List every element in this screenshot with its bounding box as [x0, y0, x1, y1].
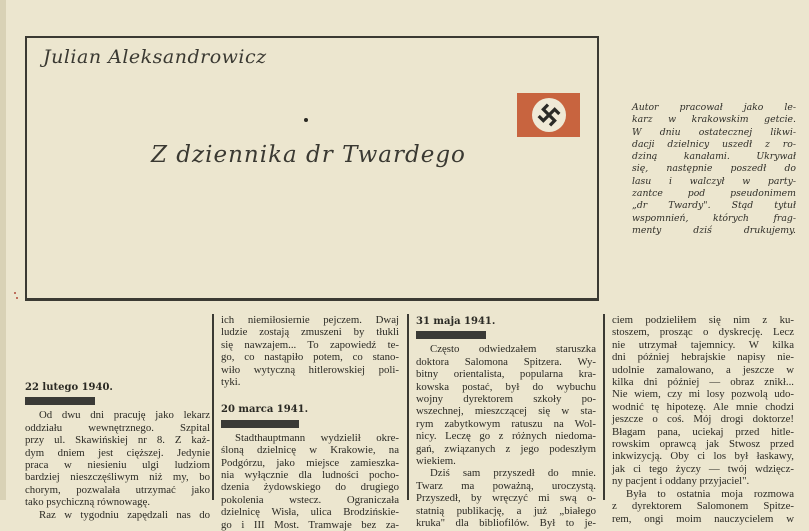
- text-line: udolnie zamalowano, a jeszcze w: [612, 363, 794, 376]
- column-4: [612, 314, 794, 525]
- text-line: z dyrektorem Salomonem Spitze-: [612, 500, 794, 513]
- text-line: nicy. Leczę go z różnych niedoma-: [416, 430, 596, 443]
- text-line: Podgórzu, jako miejsce zamieszka-: [221, 456, 399, 469]
- entry-date: 20 marca 1941.: [221, 404, 309, 416]
- text-line: Twarz ma poważną, uroczystą.: [416, 479, 596, 492]
- intro-line: „dr Twardy". Stąd tytuł: [632, 200, 796, 212]
- text-line: śloną dzielnicę w Krakowie, na: [221, 444, 399, 457]
- text-line: chorym, pozwalała utrzymać jako: [25, 483, 210, 496]
- text-line: wojny dyrektorem szkoły po-: [416, 393, 596, 406]
- column-3: [416, 316, 596, 530]
- text-line: jeszcze o coś. Mój drogi doktorze!: [612, 413, 794, 426]
- text-line: stoszem, prosząc o dyskrecję. Lecz: [612, 326, 794, 339]
- text-line: Nie wiem, czy mi losy pozwolą udo-: [612, 388, 794, 401]
- text-line: przy ul. Skawińskiej nr 8. Z każ-: [25, 434, 210, 447]
- text-line: wszechnej, mieszczącej się w sta-: [416, 405, 596, 418]
- text-line: ny pacjent i oddany przyjaciel".: [612, 475, 750, 488]
- text-line: Stadthauptmann wydzielił okre-: [235, 431, 399, 444]
- title-frame: [25, 36, 599, 301]
- column-2: [221, 314, 399, 531]
- intro-line: dacji dzielnicy uszedł z ro-: [632, 138, 796, 150]
- text-line: tyki.: [221, 376, 241, 389]
- intro-line: menty dziś drukujemy.: [632, 224, 796, 236]
- column-rule: [212, 314, 214, 500]
- text-line: nia wyłącznie dla ludności pocho-: [221, 469, 399, 482]
- column-1: [25, 382, 210, 521]
- article-title: Z dziennika dr Twardego: [151, 142, 466, 168]
- intro-line: Autor pracował jako le-: [632, 102, 796, 113]
- text-line: Była to ostatnia moja rozmowa: [626, 487, 794, 500]
- text-line: wiekiem.: [416, 455, 456, 468]
- text-line: doktora Salomona Spitzera. Wy-: [416, 355, 596, 368]
- text-line: rem, ongi moim nauczycielem w: [612, 512, 794, 525]
- swastika-icon: [537, 103, 561, 127]
- column-rule: [407, 314, 409, 500]
- page-edge: [0, 0, 6, 500]
- intro-line: wspomnień, których frag-: [632, 212, 796, 224]
- text-line: kilka dni później — obraz znikł...: [612, 376, 794, 389]
- text-line: Raz w tygodniu zapędzali nas do: [39, 508, 210, 521]
- text-line: dzielnicę Wisła, ulica Brodzińskie-: [221, 506, 399, 519]
- intro-line: karz w krakowskim getcie.: [632, 114, 796, 126]
- text-line: kowska postać, był do wybuchu: [416, 380, 596, 393]
- text-line: ciem podzieliłem się nim z ku-: [612, 314, 794, 326]
- text-line: Błagam pana, uciekaj przed hitle-: [612, 425, 794, 438]
- intro-line: W dniu ostatecznej likwi-: [632, 126, 796, 138]
- date-underline-bar: [416, 331, 486, 339]
- intro-line: dziną kanałami. Ukrywał: [632, 151, 796, 163]
- text-line: inkwizycją. Oby ci los był łaskawy,: [612, 450, 794, 463]
- text-line: go i III Most. Tramwaje bez za-: [221, 518, 399, 531]
- date-underline-bar: [221, 420, 299, 428]
- text-line: bardziej nieszczęśliwym niż my, bo: [25, 471, 210, 484]
- text-line: ludzie zostają zmuszeni by tłukli: [221, 326, 399, 339]
- text-line: wiło wytyczną hitlerowskiej poli-: [221, 363, 399, 376]
- text-line: tako psychiczną równowagę.: [25, 496, 151, 509]
- text-line: Od dwu dni pracuję jako lekarz: [39, 409, 210, 422]
- entry-date: 22 lutego 1940.: [25, 382, 113, 393]
- text-line: Przyszedł, by wręczyć mi swą o-: [416, 492, 596, 505]
- text-line: kruka" dla bibliofilów. Był to je-: [416, 517, 596, 530]
- text-line: ich niemiłosiernie pejczem. Dwaj: [221, 314, 399, 326]
- text-line: dzenia żydowskiego do drugiego: [221, 481, 399, 494]
- decorative-dot: [304, 118, 308, 122]
- entry-date: 31 maja 1941.: [416, 316, 496, 327]
- text-line: praca w niesieniu ulgi ludziom: [25, 459, 210, 472]
- text-line: dni później hebrajskie napisy nie-: [612, 351, 794, 364]
- text-line: rym zabytkowym ratuszu na Wol-: [416, 417, 596, 430]
- text-line: bitny orientalista, popularna kra-: [416, 368, 596, 381]
- text-line: wodnić tę hipotezę. Ale mnie chodzi: [612, 400, 794, 413]
- column-rule: [603, 314, 605, 500]
- intro-line: się, następnie poszedł do: [632, 163, 796, 175]
- intro-line: zantce pod pseudonimem: [632, 188, 796, 200]
- text-line: rowskim oprawcą jak Stwosz przed: [612, 438, 794, 451]
- swastika-flag-icon: [517, 93, 580, 137]
- text-line: Dziś sam przyszedł do mnie.: [430, 467, 596, 480]
- text-line: się nawzajem... To zapowiedź te-: [221, 338, 399, 351]
- intro-line: lasu i walczył w party-: [632, 175, 796, 187]
- text-line: jak ci tego życzy — twój wdzięcz-: [612, 462, 794, 475]
- text-line: gań, związanych z jego podeszłym: [416, 442, 596, 455]
- print-marks: [14, 292, 18, 300]
- text-line: Często odwiedzałem staruszka: [430, 343, 596, 356]
- text-line: nie utrzymał tajemnicy. W kilka: [612, 338, 794, 351]
- text-line: statnią publikację, a już „białego: [416, 504, 596, 517]
- intro-note: [632, 102, 796, 237]
- text-line: oddziału wewnętrznego. Szpital: [25, 421, 210, 434]
- text-line: dym dniem jest cięższej. Jedynie: [25, 446, 210, 459]
- text-line: pokolenia wstecz. Ograniczała: [221, 493, 399, 506]
- author-name: Julian Aleksandrowicz: [43, 46, 267, 68]
- text-line: go, co nastąpiło potem, co stano-: [221, 351, 399, 364]
- date-underline-bar: [25, 397, 95, 405]
